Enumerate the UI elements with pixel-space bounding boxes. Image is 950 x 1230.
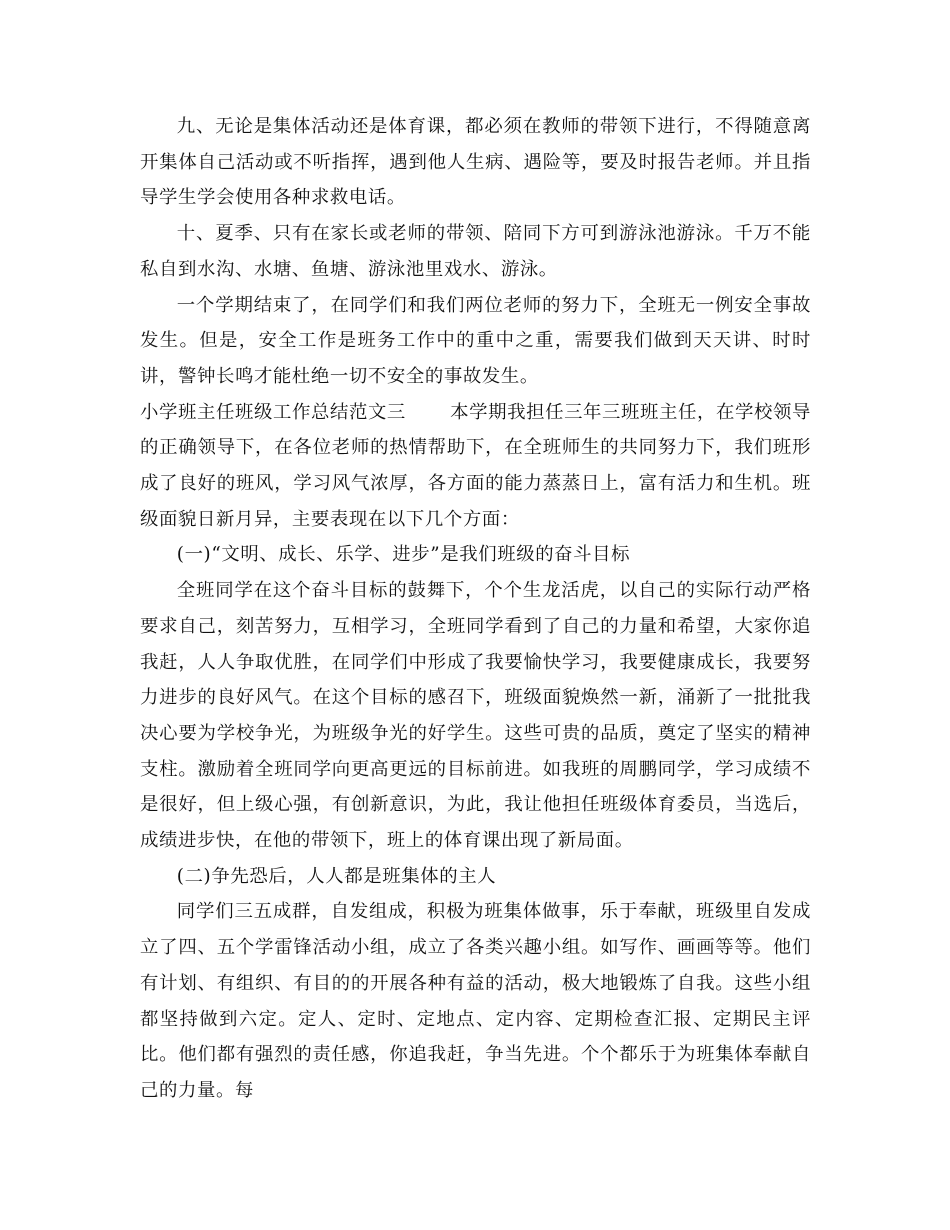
paragraph-semester-summary: 一个学期结束了，在同学们和我们两位老师的努力下，全班无一例安全事故发生。但是，安全工作是班务工作中的重中之重，需要我们做到天天讲、时时讲，警钟长鸣才能杜绝一切不安全的事故发生。 bbox=[140, 294, 811, 387]
paragraph-owners-body: 同学们三五成群，自发组成，积极为班集体做事，乐于奉献，班级里自发成立了四、五个学雷锋活动小组，成立了各类兴趣小组。如写作、画画等等。他们有计划、有组织、有目的的开展各种有益的活动，极大地锻炼了自我。这些小组都坚持做到六定。定人、定时、定地点、定内容、定期检查汇报、定期民主评比。他们都有强烈的责任感，你追我赶，争当先进。个个都乐于为班集体奉献自己的力量。每 bbox=[140, 901, 811, 1101]
subheading-owners: (二)争先恐后，人人都是班集体的主人 bbox=[176, 865, 497, 887]
paragraph-sample-three bbox=[140, 395, 811, 538]
subheading-goal: (一)“文明、成长、乐学、进步”是我们班级的奋斗目标 bbox=[176, 544, 631, 566]
section-heading: 小学班主任班级工作总结范文三 bbox=[140, 401, 406, 423]
paragraph-goal-body: 全班同学在这个奋斗目标的鼓舞下，个个生龙活虎，以自己的实际行动严格要求自己，刻苦努力，互相学习，全班同学看到了自己的力量和希望，大家你追我赶，人人争取优胜，在同学们中形成了我要愉快学习，我要健康成长，我要努力进步的良好风气。在这个目标的感召下，班级面貌焕然一新，涌新了一批批我决心要为学校争光，为班级争光的好学生。这些可贵的品质，奠定了坚实的精神支柱。激励着全班同学向更高更远的目标前进。如我班的周鹏同学，学习成绩不是很好，但上级心强，有创新意识，为此，我让他担任班级体育委员，当选后，成绩进步快，在他的带领下，班上的体育课出现了新局面。 bbox=[140, 580, 811, 852]
paragraph-item-ten: 十、夏季、只有在家长或老师的带领、陪同下方可到游泳池游泳。千万不能私自到水沟、水塘、鱼塘、游泳池里戏水、游泳。 bbox=[140, 223, 811, 280]
document-body bbox=[140, 109, 811, 1109]
paragraph-item-nine: 九、无论是集体活动还是体育课，都必须在教师的带领下进行，不得随意离开集体自己活动或不听指挥，遇到他人生病、遇险等，要及时报告老师。并且指导学生学会使用各种求救电话。 bbox=[140, 116, 811, 209]
paragraph-sample-three-text: 本学期我担任三年三班班主任，在学校领导的正确领导下，在各位老师的热情帮助下，在全班师生的共同努力下，我们班形成了良好的班风，学习风气浓厚，各方面的能力蒸蒸日上，富有活力和生机。班级面貌日新月异，主要表现在以下几个方面： bbox=[140, 401, 811, 530]
